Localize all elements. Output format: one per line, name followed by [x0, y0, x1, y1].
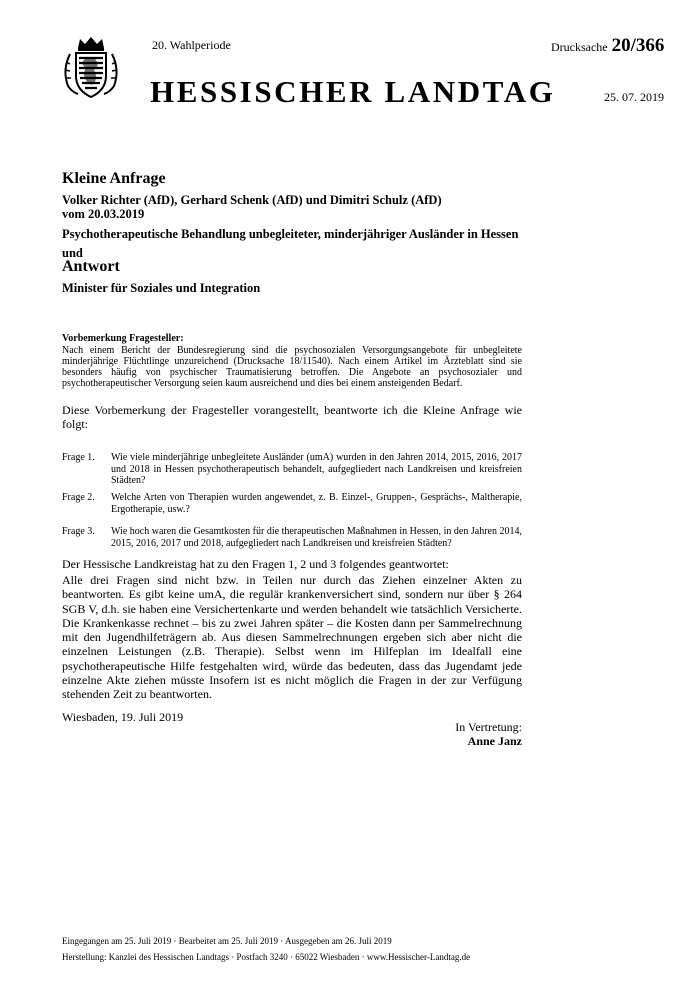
parliament-title: HESSISCHER LANDTAG [150, 74, 556, 109]
footer-dates: Eingegangen am 25. Juli 2019 · Bearbeitet am 25. Juli 2019 · Ausgegeben am 26. Juli 2019 [62, 936, 392, 946]
drucksache-label: Drucksache [551, 40, 608, 54]
signatory-name: Anne Janz [467, 734, 522, 748]
signature-block [420, 720, 522, 748]
und-label: und [62, 246, 83, 260]
question-text: Welche Arten von Therapien wurden angewendet, z. B. Einzel-, Gruppen-, Gesprächs-, Maltherapie, Ergotherapie, usw.? [111, 492, 522, 515]
footer-imprint: Herstellung: Kanzlei des Hessischen Landtags · Postfach 3240 · 65022 Wiesbaden · www.Hessischer-Landtag.de [62, 952, 471, 962]
answer-intro: Diese Vorbemerkung der Fragesteller vorangestellt, beantworte ich die Kleine Anfrage wie folgt: [62, 403, 522, 431]
vertretung-label: In Vertretung: [455, 720, 522, 734]
question-label: Frage 3. [62, 526, 95, 537]
question-label: Frage 2. [62, 492, 95, 503]
landkreistag-intro: Der Hessische Landkreistag hat zu den Fragen 1, 2 und 3 folgendes geantwortet: [62, 557, 449, 571]
wahlperiode: 20. Wahlperiode [152, 38, 231, 52]
drucksache [551, 35, 664, 57]
question-label: Frage 1. [62, 452, 95, 463]
preliminary-remark-heading: Vorbemerkung Fragesteller: [62, 333, 184, 344]
drucksache-number: 20/366 [611, 35, 665, 56]
question-text: Wie hoch waren die Gesamtkosten für die therapeutischen Maßnahmen in Hessen, in den Jahren 2014, 2015, 2016, 2017 und 2018, aufgegliedert nach Landkreisen und kreisfreien Städten? [111, 526, 522, 549]
minister: Minister für Soziales und Integration [62, 281, 261, 295]
answer-paragraph: Alle drei Fragen sind nicht bzw. in Teilen nur durch das Ziehen einzelner Akten zu beantworten. Es gibt keine umA, die regulär krankenversichert sind, sondern nur über § 264 SGB V, d.h. sie haben eine Versichertenkarte und werden behandelt wie tatsächlich Versicherte. Die Krankenkasse rechnet – bis zu zwei Jahren später – die Kosten dann per Sammelrechnung mit den Jugendhilfeträgern ab. Aus diesen Sammelrechnungen ergeben sich aber nicht die einzelnen Leistungen (z.B. Therapie). Selbst wenn im Hilfeplan im Idealfall eine psychotherapeutische Hilfe festgehalten wird, würde das bedeuten, dass das Jugendamt jede einzelne Akte ziehen müsste Insofern ist es nicht möglich die Fragen in der zur Verfügung stehenden Zeit zu beantworten. [62, 573, 522, 702]
document-type: Kleine Anfrage [62, 170, 166, 187]
document-date: 25. 07. 2019 [604, 90, 664, 104]
inquiry-date: vom 20.03.2019 [62, 207, 145, 221]
authors: Volker Richter (AfD), Gerhard Schenk (AfD) und Dimitri Schulz (AfD) [62, 193, 442, 207]
hessen-lion-crest-icon [60, 36, 122, 100]
subject: Psychotherapeutische Behandlung unbegleiteter, minderjähriger Ausländer in Hessen [62, 227, 519, 241]
place-date: Wiesbaden, 19. Juli 2019 [62, 710, 184, 724]
question-text: Wie viele minderjährige unbegleitete Ausländer (umA) wurden in den Jahren 2014, 2015, 2016, 2017 und 2018 in Hessen psychotherapeutisch behandelt, aufgegliedert nach Landkreisen und kreisfreien Städten? [111, 452, 522, 486]
answer-heading: Antwort [62, 258, 120, 275]
preliminary-remark-text: Nach einem Bericht der Bundesregierung sind die psychosozialen Versorgungsangebote für unbegleitete minderjährige Flüchtlinge unzureichend (Drucksache 18/11540). Nach einem Artikel im Ärzteblatt sind sie besonders häufig von psychischer Traumatisierung betroffen. Die Angebote an psychosozialer und psychotherapeutischer Versorgung seien kaum ausreichend und dies bei einem ansteigenden Bedarf. [62, 345, 522, 389]
